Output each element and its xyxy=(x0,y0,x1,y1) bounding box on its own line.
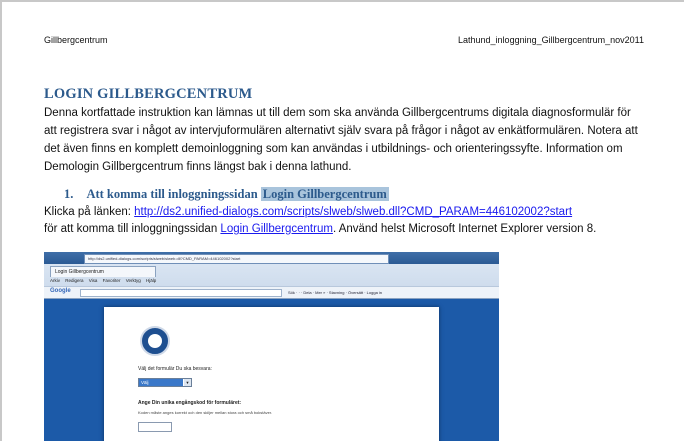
address-field: http://ds2.unified-dialogs.com/scripts/slweb/slweb.dll?CMD_PARAM=446102002?start xyxy=(84,254,389,264)
code-input xyxy=(138,422,172,432)
line1-prefix: Klicka på länken: xyxy=(44,206,135,218)
step-text: Att komma till inloggningssidan xyxy=(86,187,258,201)
line2-suffix: . Använd helst Microsoft Internet Explorer version 8. xyxy=(332,223,597,235)
address-bar xyxy=(44,252,499,264)
browser-tab: Login Gillbergcentrum xyxy=(50,266,156,277)
code-hint: Koden måste anges korrekt och den skiljer mellan stora och små bokstäver. xyxy=(138,410,273,415)
google-logo: Google xyxy=(50,288,71,294)
header-left: Gillbergcentrum xyxy=(44,35,108,45)
step-number: 1. xyxy=(64,187,74,201)
login-url-link[interactable]: http://ds2.unified-dialogs.com/scripts/slweb/slweb.dll?CMD_PARAM=446102002?start xyxy=(134,206,573,218)
google-search-box xyxy=(80,289,282,297)
gillbergcentrum-logo-icon xyxy=(140,326,170,356)
form-select-value: Välj xyxy=(139,379,183,386)
document-title: LOGIN GILLBERGCENTRUM xyxy=(44,86,253,102)
login-page-link[interactable]: Login Gillbergcentrum xyxy=(220,223,333,235)
step-highlight: Login Gillbergcentrum xyxy=(262,187,387,201)
logo-inner xyxy=(148,334,162,348)
line2-prefix: för att komma till inloggningssidan xyxy=(44,223,221,235)
instruction-line-1 xyxy=(44,206,572,218)
toolbar-items: Sök · · · Dela · Mer » · Stavning · Översätt · Logga in xyxy=(288,290,383,295)
step-heading xyxy=(64,187,389,202)
instruction-line-2 xyxy=(44,223,596,235)
intro-paragraph: Denna kortfattade instruktion kan lämnas ut till dem som ska använda Gillbergcentrums digitala diagnosformulär för att registrera svar i något av intervjuformulären alternativt själv svara på frågor i något av enkätformulären. Notera att det även finns en komplett demoinloggning som kan användas i utbildnings- och orienteringssyfte. Information om Demologin Gillbergcentrum finns längst bak i denna lathund. xyxy=(44,107,638,173)
embedded-browser-screenshot xyxy=(44,252,499,441)
chevron-down-icon: ▼ xyxy=(185,380,190,385)
form-select xyxy=(138,378,192,387)
browser-menubar: Arkiv Redigera Visa Favoriter Verktyg Hjälp xyxy=(50,278,157,283)
code-label: Ange Din unika engångskod för formuläret: xyxy=(138,400,242,406)
header-right: Lathund_inloggning_Gillbergcentrum_nov2011 xyxy=(458,35,644,45)
form-select-prompt: Välj det formulär Du ska besvara: xyxy=(138,366,212,372)
